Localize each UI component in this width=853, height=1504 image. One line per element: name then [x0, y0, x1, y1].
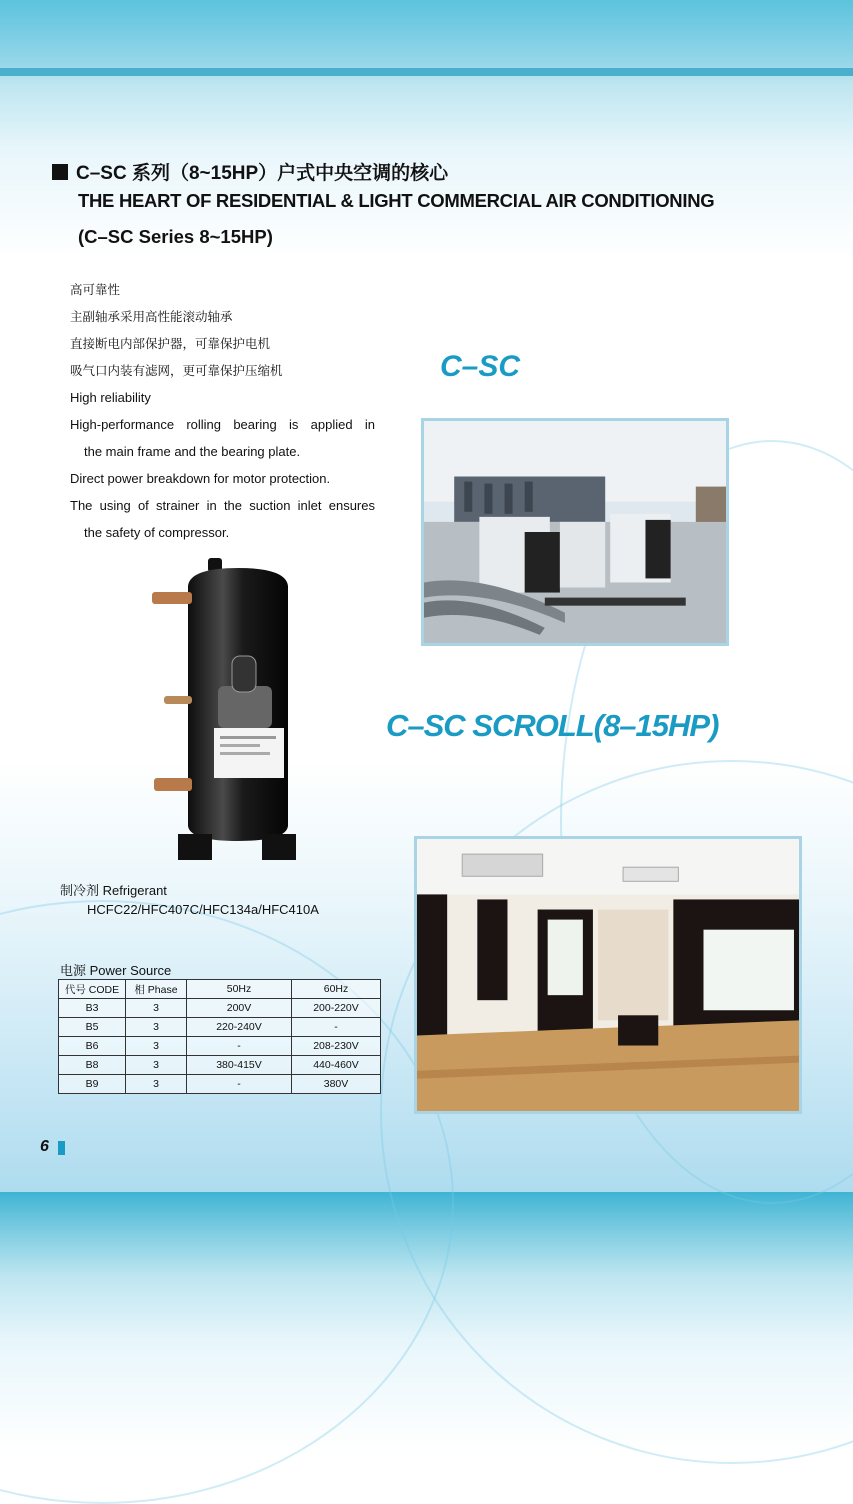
- table-row: [59, 999, 381, 1018]
- heading-series-line: (C–SC Series 8~15HP): [78, 226, 273, 247]
- refrigerant-list: HCFC22/HFC407C/HFC134a/HFC410A: [87, 902, 319, 917]
- table-cell: 440-460V: [292, 1056, 381, 1075]
- table-cell: 200V: [187, 999, 292, 1018]
- table-cell: 380-415V: [187, 1056, 292, 1075]
- table-row: [59, 1037, 381, 1056]
- heading-cn-line: [52, 158, 448, 185]
- table-header-cell: 50Hz: [187, 980, 292, 999]
- feature-cn-item: 吸气口内装有滤网，更可靠保护压缩机: [70, 363, 283, 378]
- heading-en-line: THE HEART OF RESIDENTIAL & LIGHT COMMERCIAL AIR CONDITIONING: [78, 190, 715, 211]
- table-cell: 3: [126, 1037, 187, 1056]
- table-cell: -: [292, 1018, 381, 1037]
- feature-en-item-cont: the safety of compressor.: [84, 525, 230, 540]
- table-header-row: [59, 980, 381, 999]
- table-header-cell: 相 Phase: [126, 980, 187, 999]
- scroll-compressor-image: [150, 556, 320, 868]
- table-cell: 208-230V: [292, 1037, 381, 1056]
- power-source-title: 电源 Power Source: [60, 963, 172, 978]
- square-bullet-icon: [52, 164, 68, 180]
- feature-cn-item: 直接断电内部保护器，可靠保护电机: [70, 336, 271, 351]
- feature-en-item: The using of strainer in the suction inlet ensures: [70, 498, 375, 513]
- table-cell: 3: [126, 1075, 187, 1094]
- table-cell: B5: [59, 1018, 126, 1037]
- top-color-band: [0, 0, 853, 68]
- table-cell: -: [187, 1037, 292, 1056]
- table-cell: 3: [126, 1018, 187, 1037]
- page-number: 6: [40, 1138, 49, 1155]
- top-accent-line: [0, 68, 853, 76]
- heading-cn-text: C–SC 系列（8~15HP）户式中央空调的核心: [76, 163, 449, 184]
- page-heading: [52, 158, 715, 247]
- table-row: [59, 1056, 381, 1075]
- table-cell: -: [187, 1075, 292, 1094]
- table-row: [59, 1075, 381, 1094]
- table-cell: B6: [59, 1037, 126, 1056]
- feature-list: [70, 280, 375, 550]
- csc-label: C–SC: [440, 350, 521, 383]
- refrigerant-title: 制冷剂 Refrigerant: [60, 883, 167, 898]
- table-cell: B8: [59, 1056, 126, 1075]
- table-cell: B9: [59, 1075, 126, 1094]
- table-cell: 3: [126, 1056, 187, 1075]
- table-header-cell: 代号 CODE: [59, 980, 126, 999]
- feature-cn-title: 高可靠性: [70, 282, 121, 297]
- feature-en-item: Direct power breakdown for motor protection.: [70, 471, 331, 486]
- table-cell: 380V: [292, 1075, 381, 1094]
- feature-en-title: High reliability: [70, 390, 151, 405]
- refrigerant-block: [60, 880, 319, 917]
- feature-en-item: High-performance rolling bearing is applied in: [70, 417, 375, 432]
- table-cell: 220-240V: [187, 1018, 292, 1037]
- power-source-table: [58, 979, 381, 1094]
- table-cell: B3: [59, 999, 126, 1018]
- feature-cn-item: 主副轴承采用高性能滚动轴承: [70, 309, 233, 324]
- table-cell: 3: [126, 999, 187, 1018]
- interior-room-photo: [414, 836, 802, 1114]
- page-number-marker: [58, 1141, 65, 1155]
- scroll-model-label: C–SC SCROLL(8–15HP): [386, 708, 719, 743]
- rooftop-units-photo: [421, 418, 729, 646]
- table-row: [59, 1018, 381, 1037]
- table-cell: 200-220V: [292, 999, 381, 1018]
- feature-en-item-cont: the main frame and the bearing plate.: [84, 444, 301, 459]
- table-header-cell: 60Hz: [292, 980, 381, 999]
